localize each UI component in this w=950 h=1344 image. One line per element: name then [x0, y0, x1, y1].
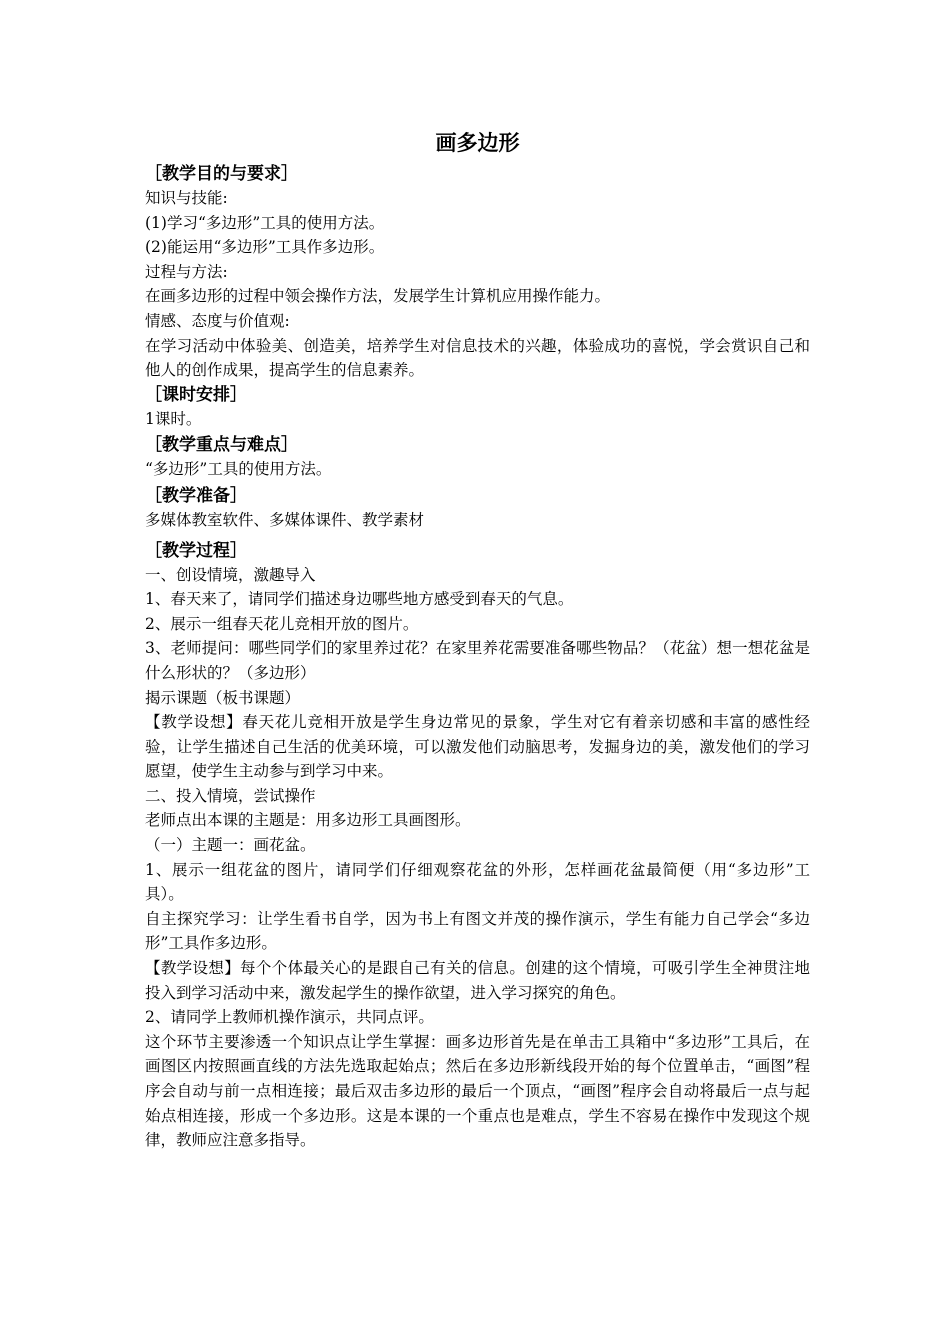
- step2-paragraph-1: 老师点出本课的主题是：用多边形工具画图形。: [145, 811, 471, 830]
- step1-paragraph-2: 2、展示一组春天花儿竞相开放的图片。: [145, 614, 419, 633]
- step1-paragraph-1: 1、春天来了，请同学们描述身边哪些地方感受到春天的气息。: [145, 590, 574, 609]
- goals-process-label: 过程与方法:: [145, 262, 228, 281]
- section-heading-process: ［教学过程］: [145, 540, 247, 561]
- step1-title: 一、创设情境，激趣导入: [145, 565, 316, 584]
- step2-paragraph-5: 2、请同学上教师机操作演示，共同点评。: [145, 1008, 434, 1027]
- goals-knowledge-item-2: (2)能运用“多边形”工具作多边形。: [145, 238, 385, 257]
- goals-knowledge-label: 知识与技能:: [145, 189, 228, 207]
- goals-emotion-label: 情感、态度与价值观:: [145, 311, 290, 330]
- schedule-text: 1课时。: [145, 409, 202, 428]
- step1-paragraph-3: 3、老师提问：哪些同学们的家里养过花？在家里养花需要准备哪些物品？（花盆）想一想花盆是什么形状的？（多边形）: [145, 639, 810, 682]
- step2-paragraph-3: 1、展示一组花盆的图片，请同学们仔细观察花盆的外形，怎样画花盆最简便（用“多边形”工具）。: [145, 860, 810, 904]
- section-heading-goals: ［教学目的与要求］: [145, 164, 298, 184]
- step2-paragraph-4: 自主探究学习：让学生看书自学，因为书上有图文并茂的操作演示，学生有能力自己学会“多边形”工具作多边形。: [145, 909, 810, 953]
- step2-paragraph-2: （一）主题一：画花盆。: [145, 836, 316, 855]
- document-title: 画多边形: [435, 131, 520, 155]
- step1-design-note: 【教学设想】春天花儿竞相开放是学生身边常见的景象，学生对它有着亲切感和丰富的感性经验，让学生描述自己生活的优美环境，可以激发他们动脑思考，发掘身边的美，激发他们的学习愿望，使学生主动参与到学习中来。: [145, 713, 810, 781]
- step1-paragraph-4: 揭示课题（板书课题）: [145, 688, 301, 707]
- step2-title: 二、投入情境，尝试操作: [145, 786, 316, 805]
- prep-text: 多媒体教室软件、多媒体课件、教学素材: [145, 510, 425, 529]
- keypoints-text: “多边形”工具的使用方法。: [145, 460, 332, 479]
- goals-emotion-text: 在学习活动中体验美、创造美，培养学生对信息技术的兴趣，体验成功的喜悦，学会赏识自己和他人的创作成果，提高学生的信息素养。: [145, 336, 810, 380]
- goals-process-text: 在画多边形的过程中领会操作方法，发展学生计算机应用操作能力。: [145, 287, 611, 306]
- goals-knowledge-item-1: (1)学习“多边形”工具的使用方法。: [145, 213, 385, 232]
- step2-design-note: 【教学设想】每个个体最关心的是跟自己有关的信息。创建的这个情境，可吸引学生全神贯注地投入到学习活动中来，激发起学生的操作欲望，进入学习探究的角色。: [145, 959, 810, 1002]
- section-heading-schedule: ［课时安排］: [145, 384, 247, 405]
- section-heading-keypoints: ［教学重点与难点］: [145, 435, 298, 456]
- section-heading-prep: ［教学准备］: [145, 485, 247, 506]
- step2-paragraph-6: 这个环节主要渗透一个知识点让学生掌握：画多边形首先是在单击工具箱中“多边形”工具后，在画图区内按照画直线的方法先选取起始点；然后在多边形新线段开始的每个位置单击，“画图”程序会自动与前一点相连接；最后双击多边形的最后一个顶点，“画图”程序会自动将最后一点与起始点相连接，形成一个多边形。这是本课的一个重点也是难点，学生不容易在操作中发现这个规律，教师应注意多指导。: [145, 1032, 810, 1150]
